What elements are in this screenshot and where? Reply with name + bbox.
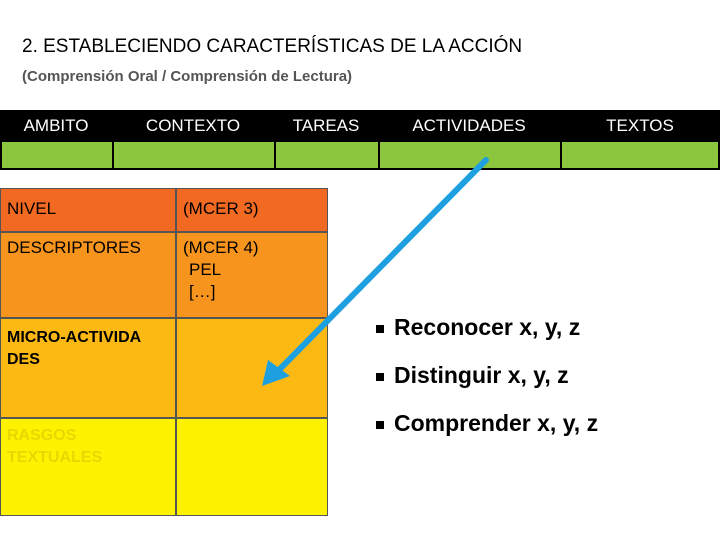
bullet-square-icon <box>376 421 384 429</box>
bullet-item <box>376 314 598 341</box>
header-actividades: ACTIVIDADES <box>378 110 560 142</box>
bullet-item <box>376 410 598 437</box>
bullet-text: Distinguir x, y, z <box>394 362 569 388</box>
bullet-text: Reconocer x, y, z <box>394 314 581 340</box>
header-ambito: AMBITO <box>0 110 112 142</box>
descriptores-line-pel: PEL <box>189 260 222 279</box>
bullet-text: Comprender x, y, z <box>394 410 599 436</box>
bullet-square-icon <box>376 325 384 333</box>
nivel-value-text: (MCER 3) <box>183 199 259 218</box>
header-tareas: TAREAS <box>274 110 378 142</box>
descriptores-line-mcer: (MCER 4) <box>183 238 259 257</box>
slide-title: 2. ESTABLECIENDO CARACTERÍSTICAS DE LA ACCIÓN <box>22 36 523 57</box>
header-contexto: CONTEXTO <box>112 110 274 142</box>
rasgos-label-text: RASGOS TEXTUALES <box>7 427 103 466</box>
micro-label-text: MICRO-ACTIVIDADES <box>7 329 142 368</box>
slide-subtitle: (Comprensión Oral / Comprensión de Lectura) <box>22 68 353 85</box>
descriptores-label-text: DESCRIPTORES <box>7 238 141 257</box>
bullet-item <box>376 362 598 389</box>
bullet-square-icon <box>376 373 384 381</box>
header-textos: TEXTOS <box>560 110 720 142</box>
bullet-list <box>376 314 598 458</box>
descriptores-line-etc: […] <box>189 282 216 301</box>
nivel-label-text: NIVEL <box>7 199 57 218</box>
